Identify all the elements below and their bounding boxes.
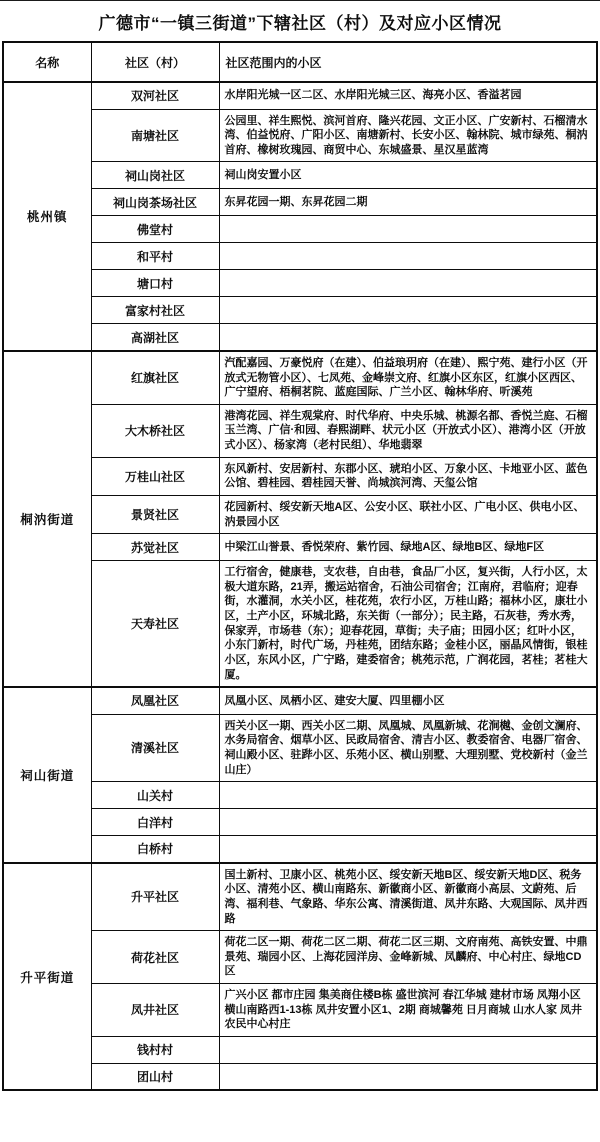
community-name: 景贤社区	[91, 495, 219, 533]
estates-list	[219, 324, 597, 351]
table-row	[3, 216, 597, 243]
estates-list: 广兴小区 都市庄园 集美商住楼B栋 盛世滨河 春江华城 建材市场 凤翔小区 横山南路西1-13栋 凤井安置小区1、2期 商城馨苑 日月商城 山水人家 凤井农民中心村庄	[219, 984, 597, 1037]
estates-list: 公园里、祥生熙悦、滨河首府、隆兴花园、文正小区、广安新村、石榴清水湾、伯益悦府、广阳小区、南塘新村、长安小区、翰林院、城市绿苑、桐汭首府、橡树玫瑰园、商贸中心、东城盛景、星汉星蓝湾	[219, 109, 597, 162]
table-row	[3, 984, 597, 1037]
community-name: 富家村社区	[91, 297, 219, 324]
community-name: 山关村	[91, 782, 219, 809]
estates-list: 东昇花园一期、东昇花园二期	[219, 189, 597, 216]
community-name: 万桂山社区	[91, 457, 219, 495]
table-row	[3, 162, 597, 189]
community-name: 佛堂村	[91, 216, 219, 243]
estates-list: 凤凰小区、凤栖小区、建安大厦、四里棚小区	[219, 687, 597, 714]
community-name: 双河社区	[91, 82, 219, 109]
estates-list: 水岸阳光城一区二区、水岸阳光城三区、海亮小区、香溢茗园	[219, 82, 597, 109]
estates-list: 东风新村、安居新村、东郡小区、琥珀小区、万象小区、卡地亚小区、蓝色公馆、碧桂园、碧桂园天誉、尚城滨河湾、天玺公馆	[219, 457, 597, 495]
table-row	[3, 687, 597, 714]
estates-list	[219, 243, 597, 270]
header-name: 名称	[3, 42, 91, 82]
community-name: 团山村	[91, 1063, 219, 1090]
community-name: 高湖社区	[91, 324, 219, 351]
estates-list	[219, 297, 597, 324]
estates-list: 国土新村、卫康小区、桃苑小区、绥安新天地B区、绥安新天地D区、税务小区、清苑小区、横山南路东、新徽商小区、新徽商小高层、文蔚苑、后湾、福利巷、气象路、华东公寓、清溪街道、凤井东路、大观国际、凤井西路	[219, 863, 597, 931]
community-name: 清溪社区	[91, 714, 219, 782]
community-name: 红旗社区	[91, 351, 219, 404]
community-name: 凤凰社区	[91, 687, 219, 714]
community-name: 塘口村	[91, 270, 219, 297]
header-community: 社区（村）	[91, 42, 219, 82]
table-row	[3, 714, 597, 782]
table-row	[3, 1036, 597, 1063]
table-row	[3, 534, 597, 561]
table-row	[3, 351, 597, 404]
community-name: 和平村	[91, 243, 219, 270]
table-row	[3, 836, 597, 863]
estates-list	[219, 836, 597, 863]
estates-list: 港湾花园、祥生观棠府、时代华府、中央乐城、桃源名都、香悦兰庭、石榴玉兰湾、广信·和园、春熙湖畔、状元小区（开放式小区）、港湾小区（开放式小区）、杨家湾（老村民组）、华地翡翠	[219, 404, 597, 457]
table-row	[3, 270, 597, 297]
community-name: 祠山岗社区	[91, 162, 219, 189]
community-name: 白桥村	[91, 836, 219, 863]
table-row	[3, 931, 597, 984]
estates-list	[219, 1036, 597, 1063]
table-row	[3, 404, 597, 457]
communities-table	[2, 41, 598, 1091]
community-name: 荷花社区	[91, 931, 219, 984]
estates-list: 中梁江山誉景、香悦荣府、紫竹园、绿地A区、绿地B区、绿地F区	[219, 534, 597, 561]
table-row	[3, 324, 597, 351]
table-row	[3, 863, 597, 931]
community-name: 大木桥社区	[91, 404, 219, 457]
estates-list	[219, 1063, 597, 1090]
estates-list: 汽配嘉园、万豪悦府（在建）、伯益琅玥府（在建）、熙宁苑、建行小区（开放式无物管小区）、七凤苑、金峰崇文府、红旗小区东区，红旗小区西区、广宁望府、梧桐茗院、蓝庭国际、广兰小区、翰林华府、听溪苑	[219, 351, 597, 404]
page-title: 广德市“一镇三街道”下辖社区（村）及对应小区情况	[98, 14, 502, 33]
table-row	[3, 495, 597, 533]
table-row	[3, 82, 597, 109]
community-name: 天寿社区	[91, 561, 219, 688]
community-name: 升平社区	[91, 863, 219, 931]
section-name: 桃州镇	[3, 82, 91, 351]
table-row	[3, 809, 597, 836]
estates-list	[219, 782, 597, 809]
header-estates: 社区范围内的小区	[219, 42, 597, 82]
table-row	[3, 457, 597, 495]
community-name: 南塘社区	[91, 109, 219, 162]
table-row	[3, 1063, 597, 1090]
estates-list	[219, 809, 597, 836]
estates-list: 工行宿舍，健康巷，支农巷，自由巷，食品厂小区，复兴街，人行小区，太极大道东路，21弄，搬运站宿舍，石油公司宿舍；江南府，君临府；迎春街，水灌洞，水关小区，桂花苑，农行小区，万桂山路；福林小区，康壮小区，土产小区，环城北路，东关街（一部分）；民主路，石灰巷，秀水秀，保家弄，市场巷（东）；迎春花园，草街；夫子庙；田园小区；红叶小区，小东门新村，时代广场，丹桂苑，团结东路；金桂小区，丽晶风情街，银桂小区，东风小区，广宁路，建委宿舍；桃苑示范，广润花园，茗桂；茗桂大厦。	[219, 561, 597, 688]
estates-list: 西关小区一期、西关小区二期、凤凰城、凤凰新城、花涧樾、金创文澜府、水务局宿舍、烟草小区、民政局宿舍、清吉小区、教委宿舍、电器厂宿舍、祠山殿小区、驻跸小区、乐苑小区、横山别墅、大理别墅、党校新村（金兰山庄）	[219, 714, 597, 782]
section-name: 桐汭街道	[3, 351, 91, 687]
estates-list	[219, 270, 597, 297]
estates-list: 荷花二区一期、荷花二区二期、荷花二区三期、文府南苑、高铁安置、中鼎景苑、瑞园小区、上海花园洋房、金峰新城、凤麟府、中心村庄、绿地CD区	[219, 931, 597, 984]
table-header-row	[3, 42, 597, 82]
estates-list	[219, 216, 597, 243]
table-row	[3, 109, 597, 162]
community-name: 苏觉社区	[91, 534, 219, 561]
table-row	[3, 243, 597, 270]
community-name: 白洋村	[91, 809, 219, 836]
table-row	[3, 189, 597, 216]
table-row	[3, 782, 597, 809]
table-body	[3, 42, 597, 1090]
community-name: 钱村村	[91, 1036, 219, 1063]
estates-list: 祠山岗安置小区	[219, 162, 597, 189]
section-name: 祠山街道	[3, 687, 91, 863]
estates-list: 花园新村、绥安新天地A区、公安小区、联社小区、广电小区、供电小区、汭景园小区	[219, 495, 597, 533]
table-row	[3, 561, 597, 688]
table-row	[3, 297, 597, 324]
community-name: 凤井社区	[91, 984, 219, 1037]
community-name: 祠山岗茶场社区	[91, 189, 219, 216]
section-name: 升平街道	[3, 863, 91, 1091]
